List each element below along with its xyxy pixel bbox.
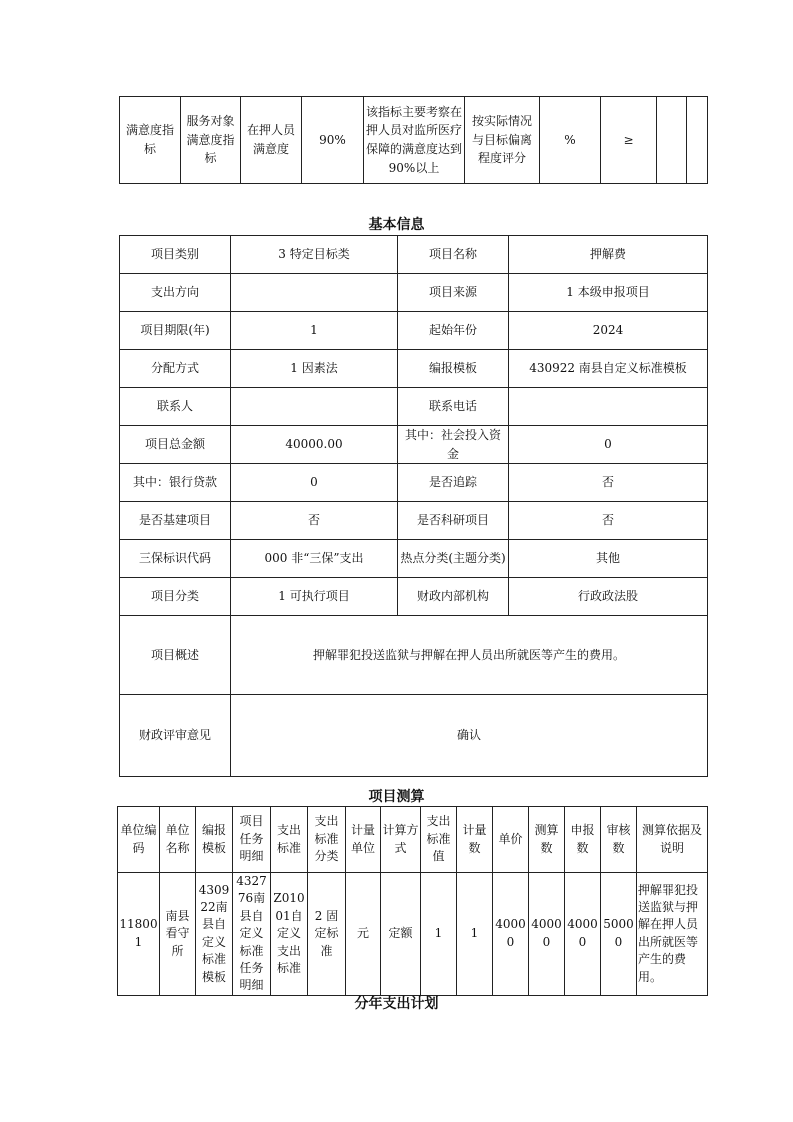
field-value xyxy=(231,388,398,426)
calc-header-cell: 支出标准分类 xyxy=(308,807,346,873)
indicator-target: 90% xyxy=(302,97,364,184)
field-label: 联系电话 xyxy=(398,388,509,426)
field-value: 3 特定目标类 xyxy=(231,236,398,274)
indicator-row xyxy=(120,97,708,184)
basic-info-row xyxy=(120,616,708,695)
calc-data-cell: 南县看守所 xyxy=(160,873,196,996)
field-value xyxy=(231,274,398,312)
field-value: 0 xyxy=(231,464,398,502)
basic-info-row xyxy=(120,236,708,274)
field-value: 否 xyxy=(231,502,398,540)
field-value: 430922 南县自定义标准模板 xyxy=(509,350,708,388)
calc-header-cell: 测算依据及说明 xyxy=(637,807,708,873)
field-label: 是否基建项目 xyxy=(120,502,231,540)
indicator-level3: 在押人员满意度 xyxy=(241,97,302,184)
field-label: 其中：银行贷款 xyxy=(120,464,231,502)
calc-data-cell: 元 xyxy=(346,873,381,996)
basic-info-body xyxy=(120,236,708,777)
calc-data-cell: 1 xyxy=(457,873,493,996)
field-value: 否 xyxy=(509,502,708,540)
basic-info-row xyxy=(120,464,708,502)
field-value: 1 因素法 xyxy=(231,350,398,388)
indicator-description: 该指标主要考察在押人员对监所医疗保障的满意度达到90%以上 xyxy=(364,97,465,184)
review-label: 财政评审意见 xyxy=(120,695,231,777)
indicator-level2: 服务对象满意度指标 xyxy=(181,97,241,184)
calc-data-cell: 40000 xyxy=(565,873,601,996)
indicator-extra-2 xyxy=(687,97,708,184)
field-label: 项目分类 xyxy=(120,578,231,616)
field-value: 2024 xyxy=(509,312,708,350)
field-label: 项目类别 xyxy=(120,236,231,274)
field-value xyxy=(509,388,708,426)
calc-data-cell: 40000 xyxy=(529,873,565,996)
field-label: 项目总金额 xyxy=(120,426,231,464)
field-value: 1 可执行项目 xyxy=(231,578,398,616)
field-label: 项目来源 xyxy=(398,274,509,312)
calc-header-cell: 单价 xyxy=(493,807,529,873)
basic-info-row xyxy=(120,695,708,777)
calc-header-cell: 测算数 xyxy=(529,807,565,873)
field-value: 1 xyxy=(231,312,398,350)
basic-info-row xyxy=(120,350,708,388)
field-label: 联系人 xyxy=(120,388,231,426)
calc-data-row xyxy=(118,873,708,996)
field-label: 编报模板 xyxy=(398,350,509,388)
indicator-operator: ≥ xyxy=(601,97,657,184)
field-value: 1 本级申报项目 xyxy=(509,274,708,312)
indicator-unit: % xyxy=(540,97,601,184)
basic-info-row xyxy=(120,502,708,540)
calc-header-cell: 项目任务明细 xyxy=(233,807,271,873)
calc-data-cell: 118001 xyxy=(118,873,160,996)
field-value: 否 xyxy=(509,464,708,502)
calc-data-cell: Z01001自定义支出标准 xyxy=(271,873,308,996)
basic-info-table xyxy=(119,235,708,777)
indicator-level1: 满意度指标 xyxy=(120,97,181,184)
calc-data-cell: 押解罪犯投送监狱与押解在押人员出所就医等产生的费用。 xyxy=(637,873,708,996)
field-label: 是否科研项目 xyxy=(398,502,509,540)
indicator-table xyxy=(119,96,708,184)
calc-data-cell: 432776南县自定义标准任务明细 xyxy=(233,873,271,996)
field-label: 支出方向 xyxy=(120,274,231,312)
basic-info-row xyxy=(120,540,708,578)
field-value: 其他 xyxy=(509,540,708,578)
field-label: 财政内部机构 xyxy=(398,578,509,616)
field-label: 其中：社会投入资金 xyxy=(398,426,509,464)
basic-info-row xyxy=(120,312,708,350)
overview-value: 押解罪犯投送监狱与押解在押人员出所就医等产生的费用。 xyxy=(231,616,708,695)
calc-header-cell: 编报模板 xyxy=(196,807,233,873)
calc-header-cell: 计量数 xyxy=(457,807,493,873)
calc-data-cell: 1 xyxy=(421,873,457,996)
field-label: 分配方式 xyxy=(120,350,231,388)
calc-data-cell: 40000 xyxy=(493,873,529,996)
calc-data-cell: 430922南县自定义标准模板 xyxy=(196,873,233,996)
indicator-scoring: 按实际情况与目标偏离程度评分 xyxy=(465,97,540,184)
field-label: 三保标识代码 xyxy=(120,540,231,578)
field-label: 是否追踪 xyxy=(398,464,509,502)
review-value: 确认 xyxy=(231,695,708,777)
calc-header-cell: 申报数 xyxy=(565,807,601,873)
basic-info-title: 基本信息 xyxy=(368,217,425,233)
calc-header-cell: 计量单位 xyxy=(346,807,381,873)
calc-header-row xyxy=(118,807,708,873)
calc-table xyxy=(117,806,708,996)
field-label: 起始年份 xyxy=(398,312,509,350)
calc-header-cell: 审核数 xyxy=(601,807,637,873)
annual-plan-title: 分年支出计划 xyxy=(354,996,439,1012)
field-value: 押解费 xyxy=(509,236,708,274)
field-value: 40000.00 xyxy=(231,426,398,464)
field-label: 项目期限(年) xyxy=(120,312,231,350)
calc-title: 项目测算 xyxy=(368,789,425,805)
field-value: 000 非“三保”支出 xyxy=(231,540,398,578)
calc-header-cell: 支出标准 xyxy=(271,807,308,873)
basic-info-row xyxy=(120,274,708,312)
calc-data-cell: 定额 xyxy=(381,873,421,996)
basic-info-row xyxy=(120,578,708,616)
calc-header-cell: 单位编码 xyxy=(118,807,160,873)
basic-info-row xyxy=(120,388,708,426)
field-label: 项目名称 xyxy=(398,236,509,274)
calc-header-cell: 支出标准值 xyxy=(421,807,457,873)
calc-header-cell: 单位名称 xyxy=(160,807,196,873)
overview-label: 项目概述 xyxy=(120,616,231,695)
basic-info-row xyxy=(120,426,708,464)
indicator-extra-1 xyxy=(657,97,687,184)
calc-data-cell: 50000 xyxy=(601,873,637,996)
calc-data-cell: 2 固定标准 xyxy=(308,873,346,996)
field-value: 行政政法股 xyxy=(509,578,708,616)
field-value: 0 xyxy=(509,426,708,464)
field-label: 热点分类(主题分类) xyxy=(398,540,509,578)
calc-header-cell: 计算方式 xyxy=(381,807,421,873)
